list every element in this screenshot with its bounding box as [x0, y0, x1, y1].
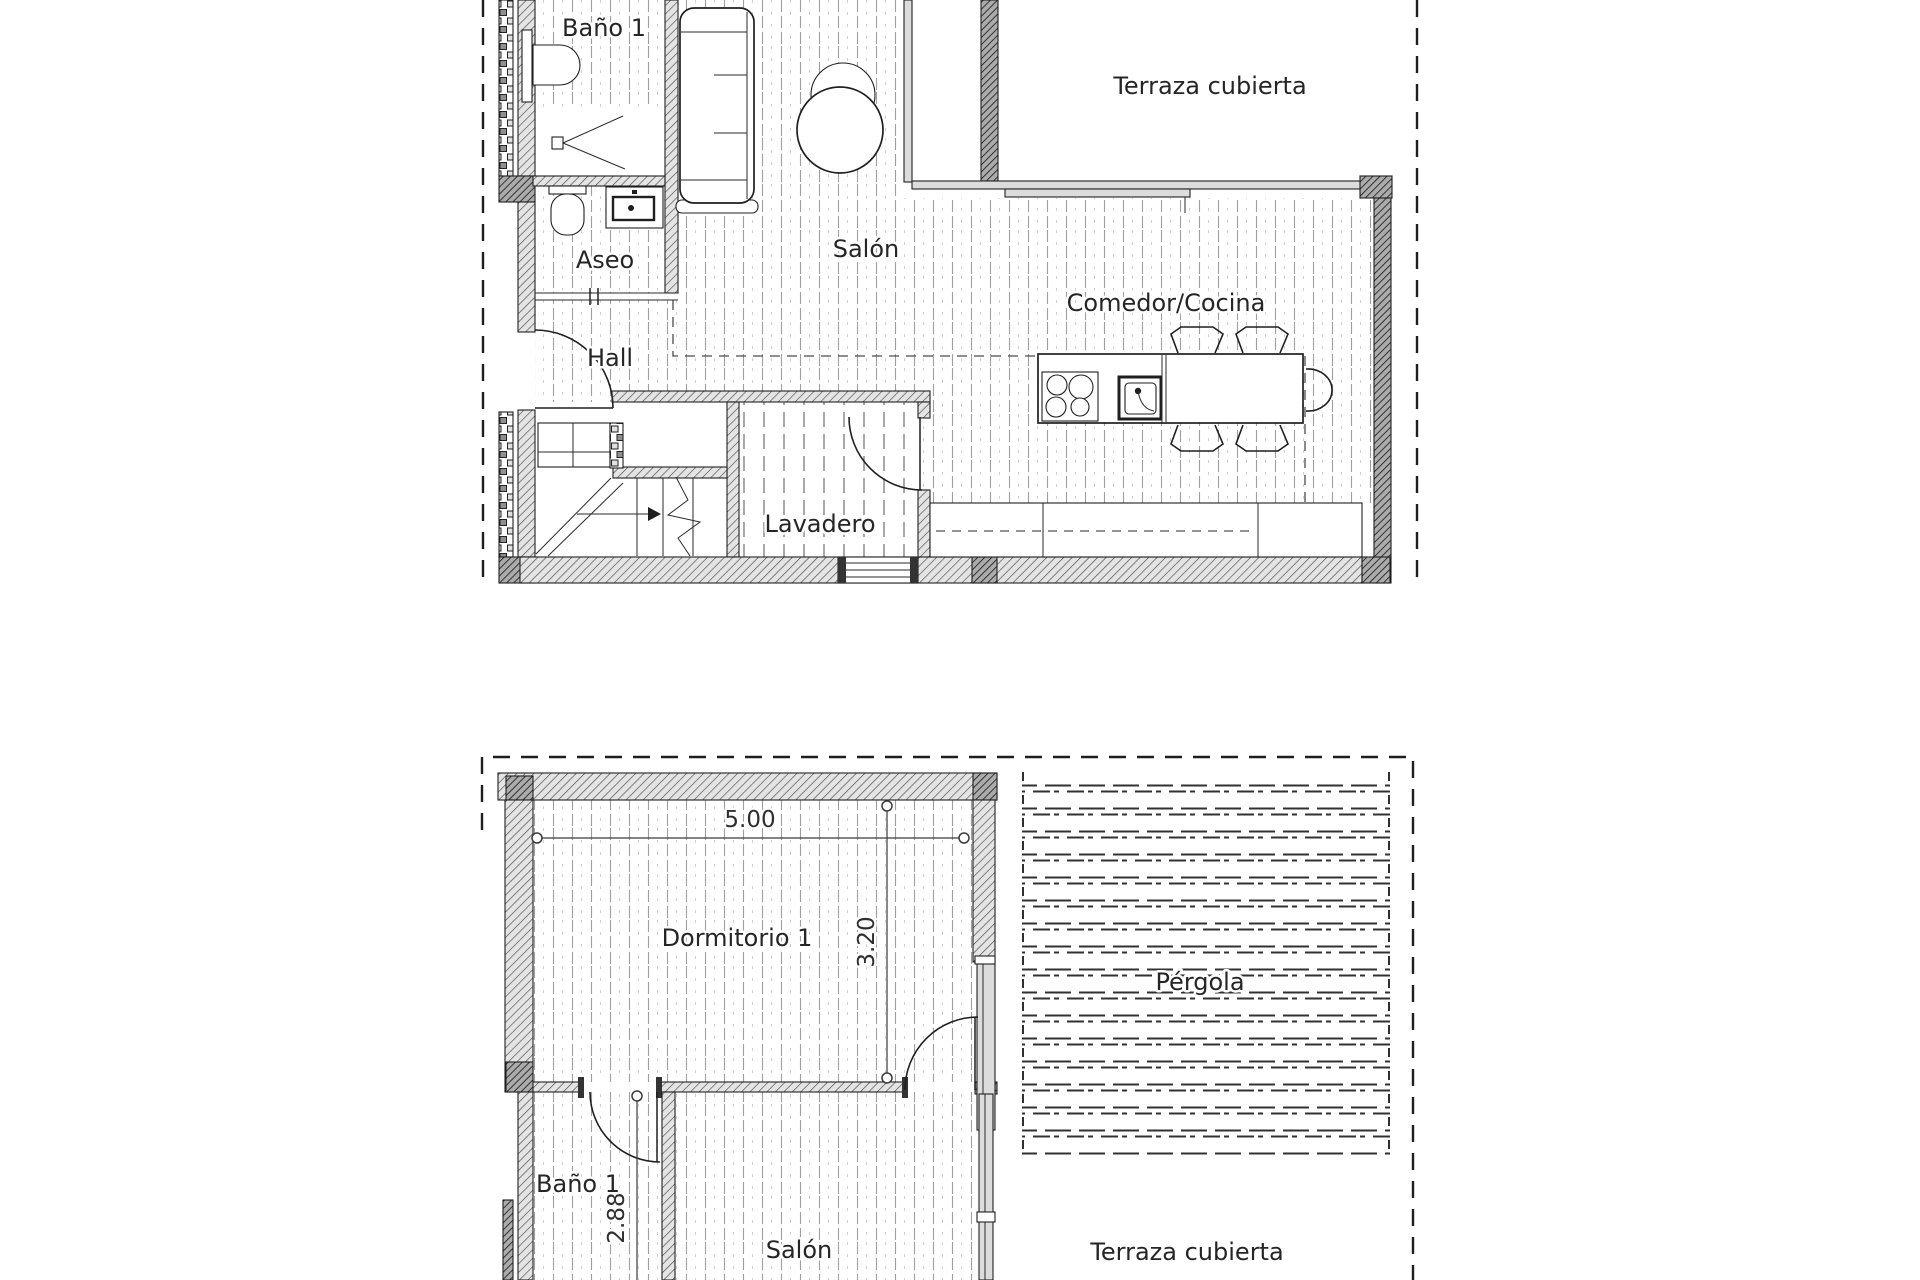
sliding-door-glazing	[1005, 189, 1190, 197]
radiator	[522, 30, 532, 102]
washbasin	[606, 187, 663, 228]
dimension-label-bath: 2.88	[604, 1192, 630, 1244]
sliding-door-glazing	[912, 181, 1373, 189]
fence-strip	[499, 412, 513, 557]
shower	[552, 116, 625, 169]
kitchen-sink	[1119, 377, 1161, 419]
room-label-dormitorio1: Dormitorio 1	[661, 924, 813, 952]
room-label-bano1: Baño 1	[536, 1170, 620, 1198]
stair-railing	[610, 423, 623, 468]
kitchen-counter	[930, 503, 1362, 557]
first-floor-plan	[482, 757, 1413, 1280]
room-label-aseo: Aseo	[575, 246, 635, 274]
fence-strip	[499, 0, 513, 176]
dimension-label-width: 5.00	[724, 807, 776, 833]
room-label-comedor-cocina: Comedor/Cocina	[1066, 289, 1266, 317]
room-label-salon: Salón	[765, 1236, 833, 1264]
ground-floor-plan	[483, 0, 1417, 583]
dimension-label-depth: 3.20	[854, 916, 880, 968]
room-label-terraza: Terraza cubierta	[1113, 72, 1307, 100]
room-label-hall: Hall	[586, 344, 634, 372]
kitchen-island	[1038, 354, 1303, 423]
room-label-pergola: Pérgola	[1155, 968, 1245, 996]
bathtub	[533, 45, 580, 85]
sofa	[676, 8, 758, 213]
glazed-wall	[979, 1094, 993, 1280]
pergola-slats	[1022, 772, 1390, 1157]
hob	[1042, 372, 1098, 421]
room-label-salon: Salón	[832, 235, 900, 263]
room-label-terraza: Terraza cubierta	[1090, 1238, 1284, 1266]
toilet	[549, 186, 586, 235]
room-label-bano1: Baño 1	[562, 14, 646, 42]
glass-wall	[904, 0, 912, 182]
room-label-lavadero: Lavadero	[764, 510, 876, 538]
